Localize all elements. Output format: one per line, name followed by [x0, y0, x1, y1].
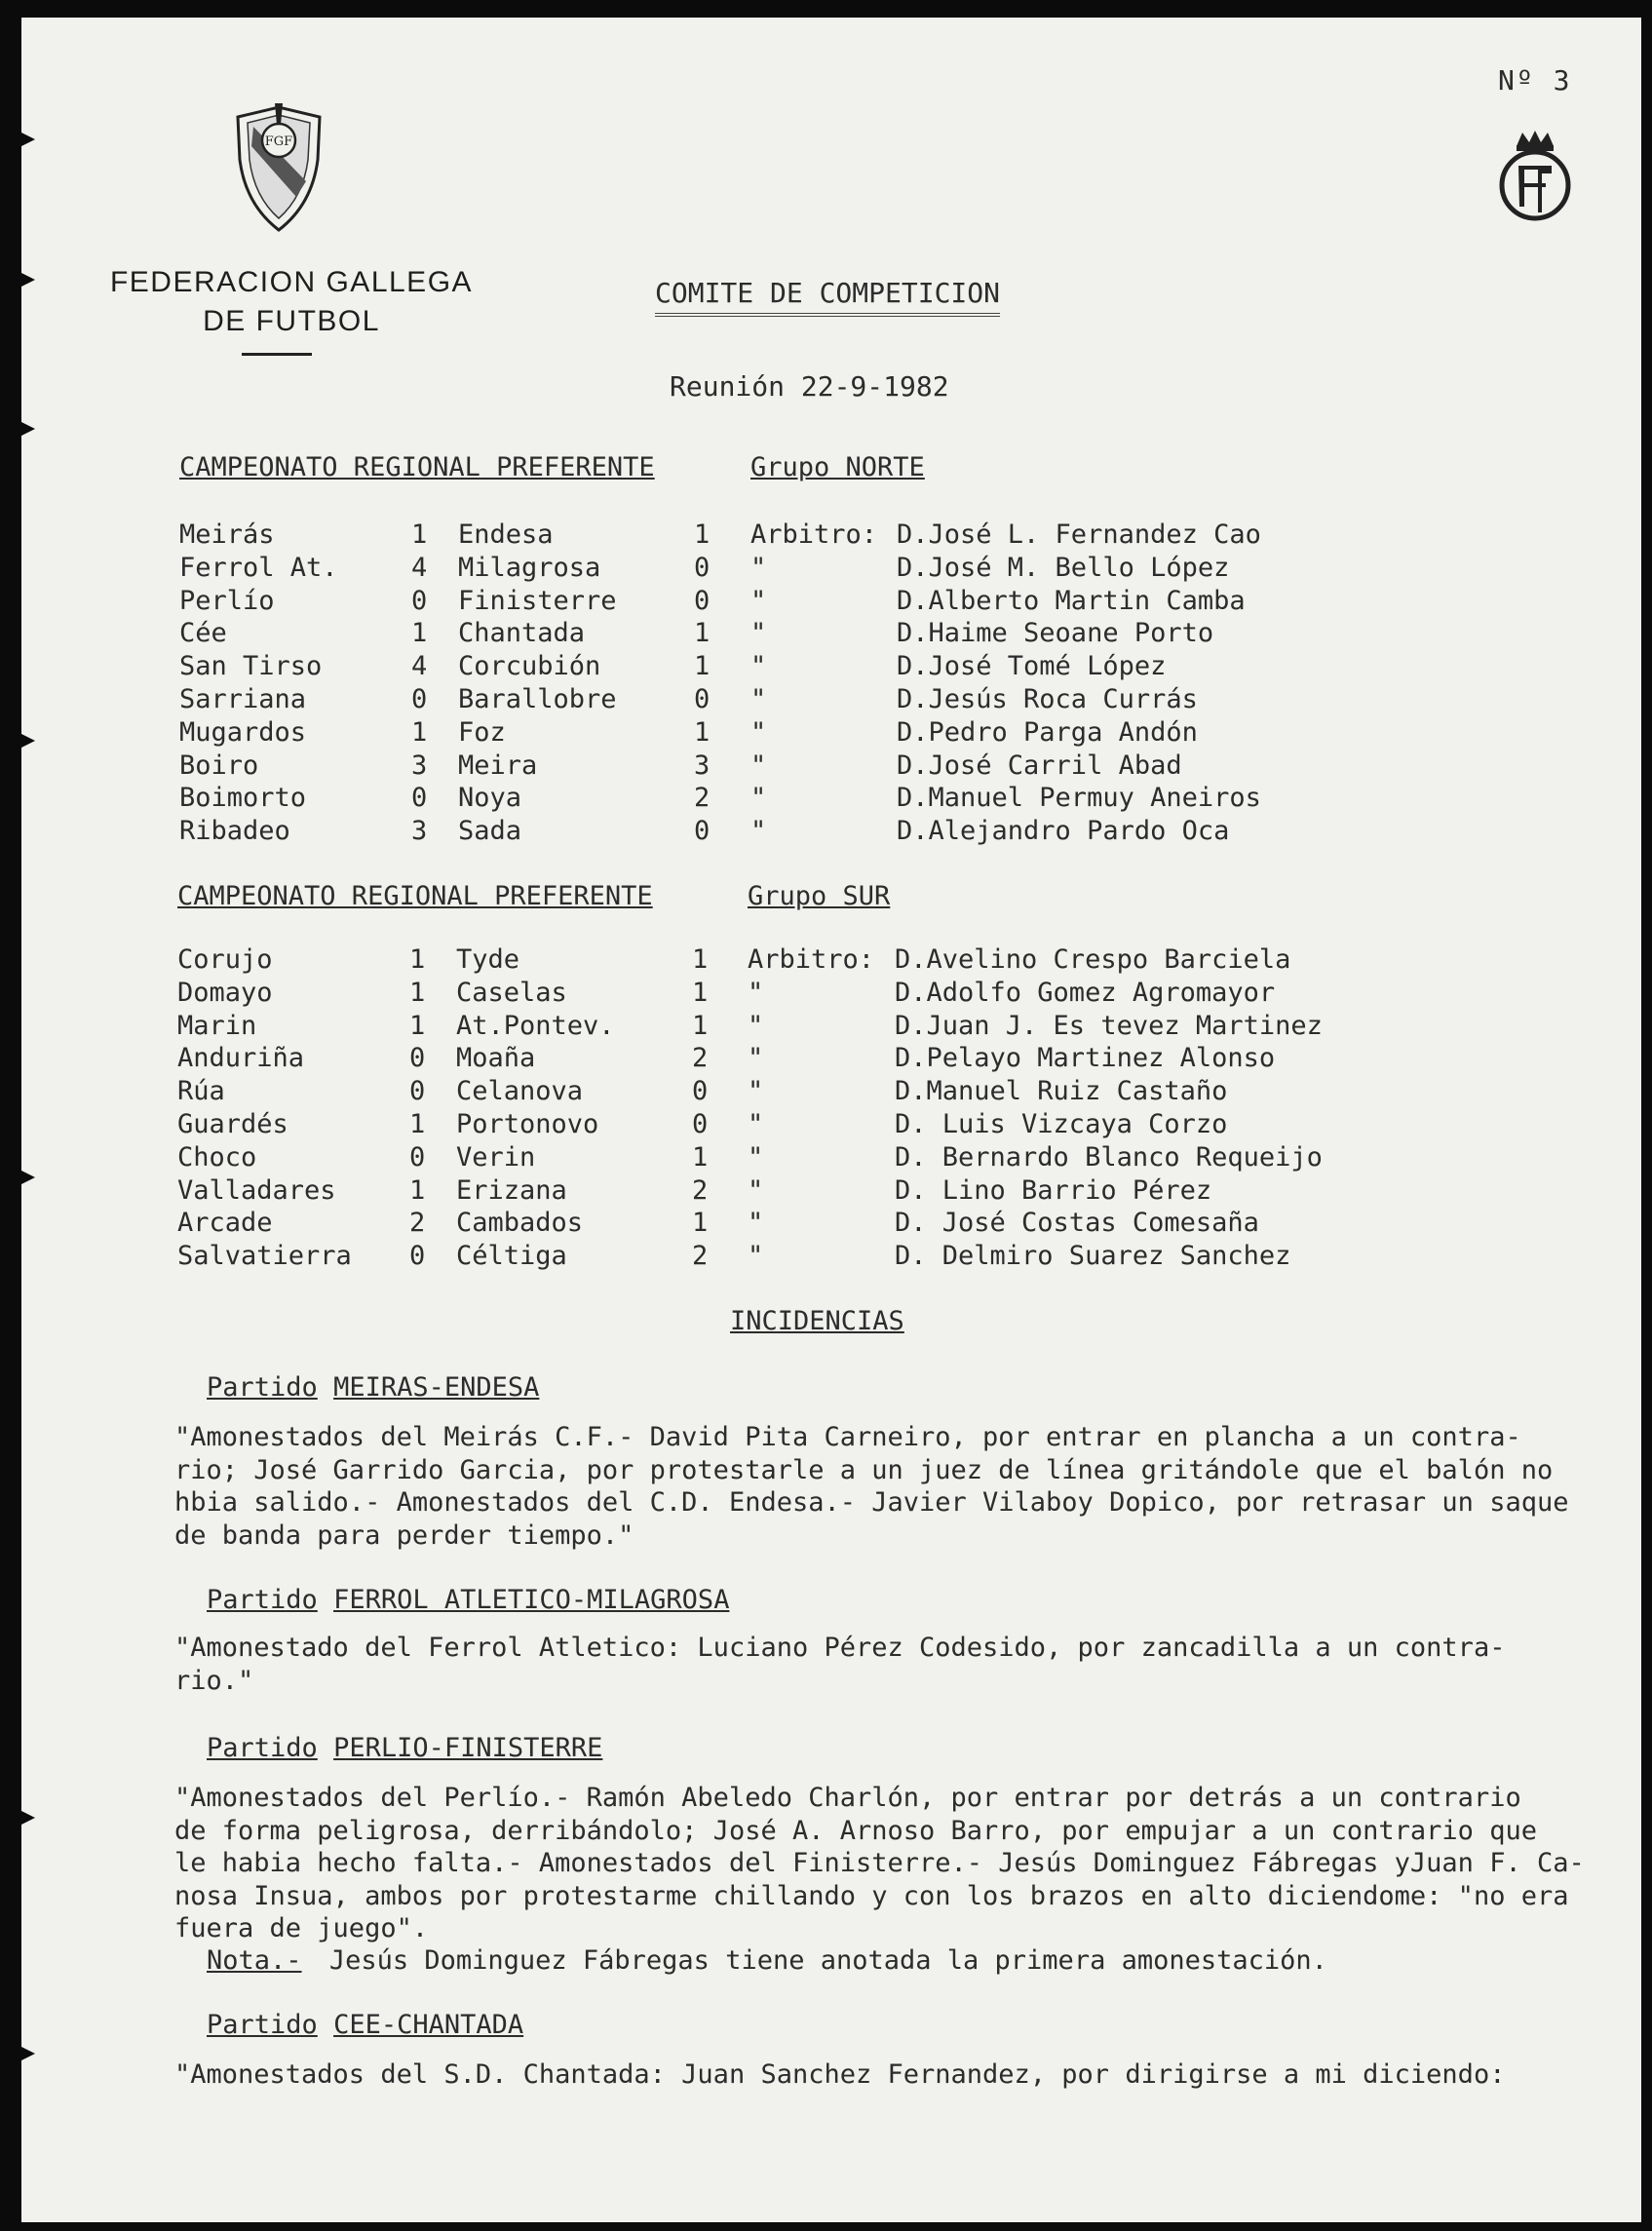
- match-referee: D.José Carril Abad: [897, 750, 1182, 781]
- match-referee: D.Juan J. Es tevez Martinez: [895, 1010, 1323, 1041]
- match-row: [21, 1043, 1641, 1075]
- match-as: 3: [694, 750, 711, 781]
- match-home: Corujo: [177, 944, 273, 975]
- match-home: Choco: [177, 1141, 257, 1173]
- match-hs: 0: [411, 783, 428, 814]
- match-away: Meira: [458, 750, 538, 781]
- match-referee: D.Haime Seoane Porto: [897, 618, 1214, 649]
- match-role: ": [750, 618, 767, 649]
- match-row: [21, 651, 1641, 683]
- match-away: Erizana: [456, 1174, 567, 1206]
- federation-divider: [242, 353, 312, 356]
- match-row: [21, 586, 1641, 618]
- match-as: 0: [694, 684, 711, 714]
- match-as: 2: [692, 1241, 709, 1272]
- match-row: [21, 783, 1641, 815]
- match-away: Cambados: [456, 1208, 584, 1239]
- match-away: Caselas: [456, 977, 567, 1008]
- match-home: Cée: [179, 618, 227, 649]
- match-home: Valladares: [177, 1174, 336, 1206]
- match-role: ": [748, 1208, 764, 1239]
- match-home: Ribadeo: [179, 816, 290, 847]
- incident-match: FERROL ATLETICO-MILAGROSA: [333, 1585, 730, 1615]
- page-number: Nº 3: [1498, 64, 1572, 96]
- match-role: Arbitro:: [748, 944, 875, 975]
- match-hs: 3: [411, 816, 428, 847]
- match-as: 1: [694, 519, 711, 550]
- match-as: 0: [694, 552, 711, 583]
- binder-hole: [21, 422, 35, 436]
- match-hs: 0: [411, 684, 428, 714]
- match-home: Sarriana: [179, 684, 307, 714]
- match-as: 2: [694, 783, 711, 814]
- committee-title: COMITE DE COMPETICION: [655, 277, 1000, 317]
- match-hs: 1: [409, 944, 426, 975]
- match-home: Marin: [177, 1010, 257, 1041]
- match-row: [21, 519, 1641, 552]
- match-home: Salvatierra: [177, 1241, 352, 1272]
- document-page: [21, 18, 1641, 2222]
- match-referee: D.Alberto Martin Camba: [897, 585, 1246, 616]
- match-referee: D.Avelino Crespo Barciela: [895, 944, 1291, 975]
- match-role: ": [750, 684, 767, 714]
- match-referee: D.José Tomé López: [897, 651, 1167, 682]
- match-away: Endesa: [458, 519, 554, 550]
- match-as: 1: [694, 716, 711, 748]
- match-role: ": [748, 1174, 764, 1206]
- match-as: 0: [692, 1109, 709, 1139]
- match-row: [21, 684, 1641, 716]
- incident-heading: Partido CEE-CHANTADA: [207, 2010, 524, 2040]
- match-role: ": [750, 716, 767, 748]
- binder-hole: [21, 1811, 35, 1825]
- match-referee: D.Pelayo Martinez Alonso: [895, 1043, 1276, 1074]
- match-away: Chantada: [458, 618, 586, 649]
- match-referee: D. José Costas Comesaña: [895, 1208, 1259, 1239]
- meeting-date: Reunión 22-9-1982: [670, 370, 949, 403]
- incident-match: PERLIO-FINISTERRE: [333, 1733, 603, 1763]
- match-away: Portonovo: [456, 1109, 599, 1139]
- match-away: Corcubión: [458, 651, 601, 682]
- note-label: Nota.-: [207, 1945, 302, 1976]
- binder-hole: [21, 133, 35, 146]
- match-home: Mugardos: [179, 716, 307, 748]
- match-home: Ferrol At.: [179, 552, 338, 583]
- match-role: ": [750, 552, 767, 583]
- match-row: [21, 1142, 1641, 1174]
- binder-hole: [21, 2047, 35, 2060]
- federation-name-line1: FEDERACION GALLEGA: [109, 266, 474, 298]
- match-referee: D.Alejandro Pardo Oca: [897, 816, 1230, 847]
- match-away: Noya: [458, 783, 522, 814]
- incident-text: "Amonestado del Ferrol Atletico: Luciano Pérez Codesido, por zancadilla a un contra- rio.": [174, 1633, 1506, 1696]
- match-as: 1: [692, 1141, 709, 1173]
- match-referee: D.Manuel Permuy Aneiros: [897, 783, 1261, 814]
- match-referee: D. Lino Barrio Pérez: [895, 1174, 1212, 1206]
- group-title-norte: Grupo NORTE: [750, 452, 925, 482]
- match-hs: 0: [409, 1241, 426, 1272]
- match-hs: 2: [409, 1208, 426, 1239]
- group-title-sur: Grupo SUR: [748, 881, 891, 911]
- match-role: ": [748, 1141, 764, 1173]
- svg-text:FGF: FGF: [264, 135, 293, 149]
- match-referee: D.José M. Bello López: [897, 552, 1230, 583]
- match-role: ": [750, 651, 767, 682]
- match-away: Milagrosa: [458, 552, 601, 583]
- incident-match: CEE-CHANTADA: [333, 2010, 524, 2040]
- match-away: Foz: [458, 716, 506, 748]
- match-row: [21, 978, 1641, 1010]
- incident-text: "Amonestados del Meirás C.F.- David Pita Carneiro, por entrar en plancha a un contra- rio; José Garrido Garcia, por protestarle a un juez de línea gritándole que el balón no hbia salido.- Amonestados del C.D. Endesa.- Javier Vilaboy Dopico, por retrasar un saque de banda para perder tiempo.": [174, 1422, 1569, 1551]
- incident-heading: Partido FERROL ATLETICO-MILAGROSA: [207, 1585, 730, 1615]
- match-hs: 1: [409, 1109, 426, 1139]
- match-away: Tyde: [456, 944, 520, 975]
- note-text: Jesús Dominguez Fábregas tiene anotada la primera amonestación.: [328, 1945, 1327, 1976]
- incident-heading: Partido MEIRAS-ENDESA: [207, 1372, 540, 1403]
- federation-name-line2: DE FUTBOL: [203, 305, 380, 337]
- match-as: 0: [692, 1076, 709, 1107]
- match-row: [21, 944, 1641, 977]
- results-table-sur: [21, 944, 1641, 1276]
- match-row: [21, 1011, 1641, 1043]
- results-table-norte: [21, 519, 1641, 851]
- match-hs: 1: [411, 716, 428, 748]
- match-hs: 1: [411, 618, 428, 649]
- match-role: ": [750, 783, 767, 814]
- match-referee: D. Delmiro Suarez Sanchez: [895, 1241, 1291, 1272]
- match-hs: 4: [411, 651, 428, 682]
- match-home: San Tirso: [179, 651, 323, 682]
- spanish-federation-crest: [1495, 129, 1575, 222]
- match-as: 1: [694, 618, 711, 649]
- incident-text: "Amonestados del S.D. Chantada: Juan Sanchez Fernandez, por dirigirse a mi diciendo:: [174, 2059, 1506, 2090]
- match-row: [21, 717, 1641, 750]
- match-role: ": [748, 1241, 764, 1272]
- match-away: Moaña: [456, 1043, 536, 1074]
- match-hs: 0: [409, 1043, 426, 1074]
- match-role: ": [748, 1076, 764, 1107]
- match-home: Perlío: [179, 585, 275, 616]
- incidencias-title: INCIDENCIAS: [730, 1306, 904, 1336]
- match-away: At.Pontev.: [456, 1010, 615, 1041]
- match-hs: 1: [409, 1010, 426, 1041]
- match-role: ": [748, 1010, 764, 1041]
- match-home: Anduriña: [177, 1043, 305, 1074]
- match-away: Barallobre: [458, 684, 617, 714]
- match-role: Arbitro:: [750, 519, 878, 550]
- match-home: Arcade: [177, 1208, 273, 1239]
- match-row: [21, 553, 1641, 585]
- incident-heading: Partido PERLIO-FINISTERRE: [207, 1733, 603, 1763]
- match-as: 2: [692, 1174, 709, 1206]
- match-hs: 4: [411, 552, 428, 583]
- match-home: Boiro: [179, 750, 259, 781]
- match-referee: D. Bernardo Blanco Requeijo: [895, 1141, 1323, 1173]
- match-home: Meirás: [179, 519, 275, 550]
- match-row: [21, 816, 1641, 848]
- match-row: [21, 1175, 1641, 1208]
- match-role: ": [748, 977, 764, 1008]
- match-hs: 1: [409, 977, 426, 1008]
- match-away: Céltiga: [456, 1241, 567, 1272]
- match-role: ": [750, 750, 767, 781]
- match-hs: 0: [409, 1141, 426, 1173]
- match-as: 1: [694, 651, 711, 682]
- match-away: Sada: [458, 816, 522, 847]
- match-row: [21, 1208, 1641, 1240]
- match-referee: D. Luis Vizcaya Corzo: [895, 1109, 1228, 1139]
- match-as: 1: [692, 1010, 709, 1041]
- match-hs: 0: [411, 585, 428, 616]
- incident-text: "Amonestados del Perlío.- Ramón Abeledo Charlón, por entrar por detrás a un contrario de forma peligrosa, derribándolo; José A. Arnoso Barro, por empujar a un contrario que le habia hecho falta.- Amonestados del Finisterre.- Jesús Dominguez Fábregas yJuan F. Ca- nosa Insua, ambos por protestarme chillando y con los brazos en alto diciendome: "no era fuera de juego".: [174, 1783, 1585, 1943]
- match-home: Rúa: [177, 1076, 225, 1107]
- match-row: [21, 1109, 1641, 1141]
- match-home: Boimorto: [179, 783, 307, 814]
- match-as: 1: [692, 977, 709, 1008]
- match-row: [21, 1076, 1641, 1108]
- match-as: 0: [694, 816, 711, 847]
- match-referee: D.Pedro Parga Andón: [897, 716, 1198, 748]
- match-row: [21, 618, 1641, 650]
- match-home: Domayo: [177, 977, 273, 1008]
- match-row: [21, 750, 1641, 783]
- match-hs: 0: [409, 1076, 426, 1107]
- match-as: 1: [692, 944, 709, 975]
- binder-hole: [21, 273, 35, 287]
- match-home: Guardés: [177, 1109, 288, 1139]
- match-away: Verin: [456, 1141, 536, 1173]
- match-hs: 1: [411, 519, 428, 550]
- match-as: 2: [692, 1043, 709, 1074]
- incident-note: [207, 1945, 1327, 1976]
- federation-shield-logo: [234, 103, 324, 232]
- match-as: 0: [694, 585, 711, 616]
- match-referee: D.Adolfo Gomez Agromayor: [895, 977, 1276, 1008]
- match-role: ": [750, 585, 767, 616]
- incident-match: MEIRAS-ENDESA: [333, 1372, 540, 1403]
- match-referee: D.Jesús Roca Currás: [897, 684, 1198, 714]
- match-role: ": [750, 816, 767, 847]
- match-away: Celanova: [456, 1076, 584, 1107]
- match-row: [21, 1241, 1641, 1273]
- match-role: ": [748, 1109, 764, 1139]
- match-hs: 1: [409, 1174, 426, 1206]
- championship-title-sur: CAMPEONATO REGIONAL PREFERENTE: [177, 881, 653, 911]
- match-referee: D.Manuel Ruiz Castaño: [895, 1076, 1228, 1107]
- match-as: 1: [692, 1208, 709, 1239]
- match-hs: 3: [411, 750, 428, 781]
- match-role: ": [748, 1043, 764, 1074]
- match-referee: D.José L. Fernandez Cao: [897, 519, 1261, 550]
- match-away: Finisterre: [458, 585, 617, 616]
- championship-title-norte: CAMPEONATO REGIONAL PREFERENTE: [179, 452, 655, 482]
